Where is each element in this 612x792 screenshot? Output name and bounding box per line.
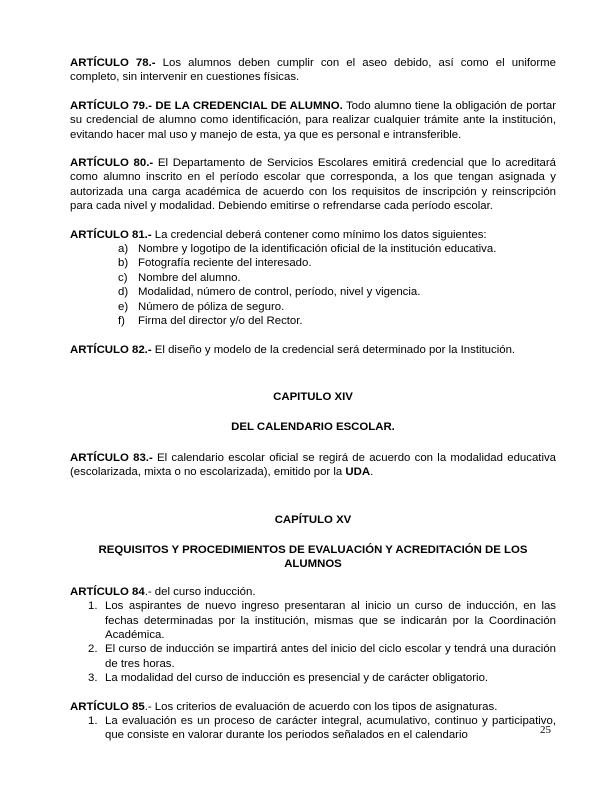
list-item — [118, 300, 556, 314]
list-marker: b) — [118, 257, 129, 270]
list-marker: e) — [118, 300, 129, 313]
list-item — [88, 599, 556, 642]
article-85 — [70, 700, 556, 714]
induction-course-list — [70, 599, 556, 685]
list-marker: 3. — [88, 672, 98, 685]
list-marker: 1. — [88, 715, 98, 727]
list-item-text: El curso de inducción se impartirá antes del inicio del ciclo escolar y tendrá una duración de tres horas. — [105, 643, 556, 670]
chapter-14-title: DEL CALENDARIO ESCOLAR. — [231, 421, 395, 434]
article-81-label: ARTÍCULO 81.- — [70, 228, 152, 241]
article-79 — [70, 99, 556, 142]
list-item-text: Firma del director y/o del Rector. — [138, 315, 303, 328]
article-83-end: . — [370, 466, 374, 479]
chapter-15-number: CAPÍTULO XV — [274, 513, 352, 526]
list-marker: d) — [118, 286, 129, 299]
chapter-14-number: CAPITULO XIV — [273, 390, 353, 403]
article-82 — [70, 343, 556, 357]
list-item — [118, 242, 556, 256]
list-item-text: Los aspirantes de nuevo ingreso presentaran al inicio un curso de inducción, en las fechas determinadas por la institución, mismas que se indicarán por la Coordinación Académica. — [105, 600, 556, 641]
list-item-text: Modalidad, número de control, período, nivel y vigencia. — [138, 286, 421, 299]
article-78-text: Los alumnos deben cumplir con el aseo debido, así como el uniforme completo, sin intervenir en cuestiones físicas. — [70, 57, 557, 84]
article-81-text: La credencial deberá contener como mínimo los datos siguientes: — [151, 228, 487, 241]
list-marker: c) — [118, 271, 128, 284]
article-80 — [70, 156, 556, 214]
list-marker: a) — [118, 243, 129, 256]
evaluation-criteria-list — [70, 714, 556, 743]
article-78-label: ARTÍCULO 78.- — [70, 57, 156, 69]
document-page — [70, 56, 556, 743]
list-item-text: La modalidad del curso de inducción es presencial y de carácter obligatorio. — [105, 672, 489, 685]
article-83 — [70, 451, 556, 480]
list-item — [118, 285, 556, 299]
article-83-text: El calendario escolar oficial se regirá de acuerdo con la modalidad educativa (escolarizada, mixta o no escolarizada), emitido por la — [70, 451, 557, 479]
list-item-text: Fotografía reciente del interesado. — [138, 257, 312, 270]
list-item-text: La evaluación es un proceso de carácter integral, acumulativo, continuo y participativo, que consiste en valorar durante los periodos señalados en el calendario — [105, 715, 556, 742]
list-item-text: Nombre del alumno. — [138, 271, 241, 284]
list-item — [118, 314, 556, 328]
article-84 — [70, 585, 556, 599]
list-item-text: Número de póliza de seguro. — [138, 300, 285, 313]
article-80-label: ARTÍCULO 80.- — [70, 157, 154, 170]
article-79-label: ARTÍCULO 79.- DE LA CREDENCIAL DE ALUMNO. — [70, 99, 343, 112]
list-item — [88, 714, 556, 743]
article-78 — [70, 56, 556, 85]
article-82-text: El diseño y modelo de la credencial será determinado por la Institución. — [151, 343, 516, 356]
article-79-text: Todo alumno tiene la obligación de portar su credencial de alumno como identificación, para realizar cualquier trámite ante la institución, evitando hacer mal uso y manejo de esta, ya que es personal e intransferible. — [70, 99, 557, 141]
article-83-label: ARTÍCULO 83.- — [70, 451, 153, 464]
page-number: 25 — [540, 724, 551, 736]
article-80-text: El Departamento de Servicios Escolares emitirá credencial que lo acreditará como alumno inscrito en el período escolar que corresponda, a los que tengan asignada y autorizada una carga académica de acuerdo con los requisitos de inscripción y reinscripción para cada nivel y modalidad. Debiendo emitirse o refrendarse cada período escolar. — [70, 157, 557, 213]
list-marker: f) — [118, 315, 125, 328]
list-item — [88, 642, 556, 671]
article-83-uda: UDA — [345, 466, 371, 479]
article-84-label: ARTÍCULO 84 — [70, 585, 145, 598]
article-82-label: ARTÍCULO 82.- — [70, 343, 152, 356]
list-item — [118, 271, 556, 285]
credential-data-list — [70, 242, 556, 328]
article-85-label: ARTÍCULO 85 — [70, 700, 145, 713]
list-marker: 2. — [88, 643, 98, 656]
list-item — [118, 256, 556, 270]
list-marker: 1. — [88, 600, 98, 613]
article-84-text: .- del curso inducción. — [144, 585, 256, 598]
list-item-text: Nombre y logotipo de la identificación oficial de la institución educativa. — [138, 243, 497, 256]
chapter-15-title: REQUISITOS Y PROCEDIMIENTOS DE EVALUACIÓN Y ACREDITACIÓN DE LOS ALUMNOS — [98, 543, 528, 571]
article-85-text: .- Los criterios de evaluación de acuerdo con los tipos de asignaturas. — [144, 700, 498, 713]
list-item — [88, 671, 556, 685]
article-81 — [70, 228, 556, 242]
